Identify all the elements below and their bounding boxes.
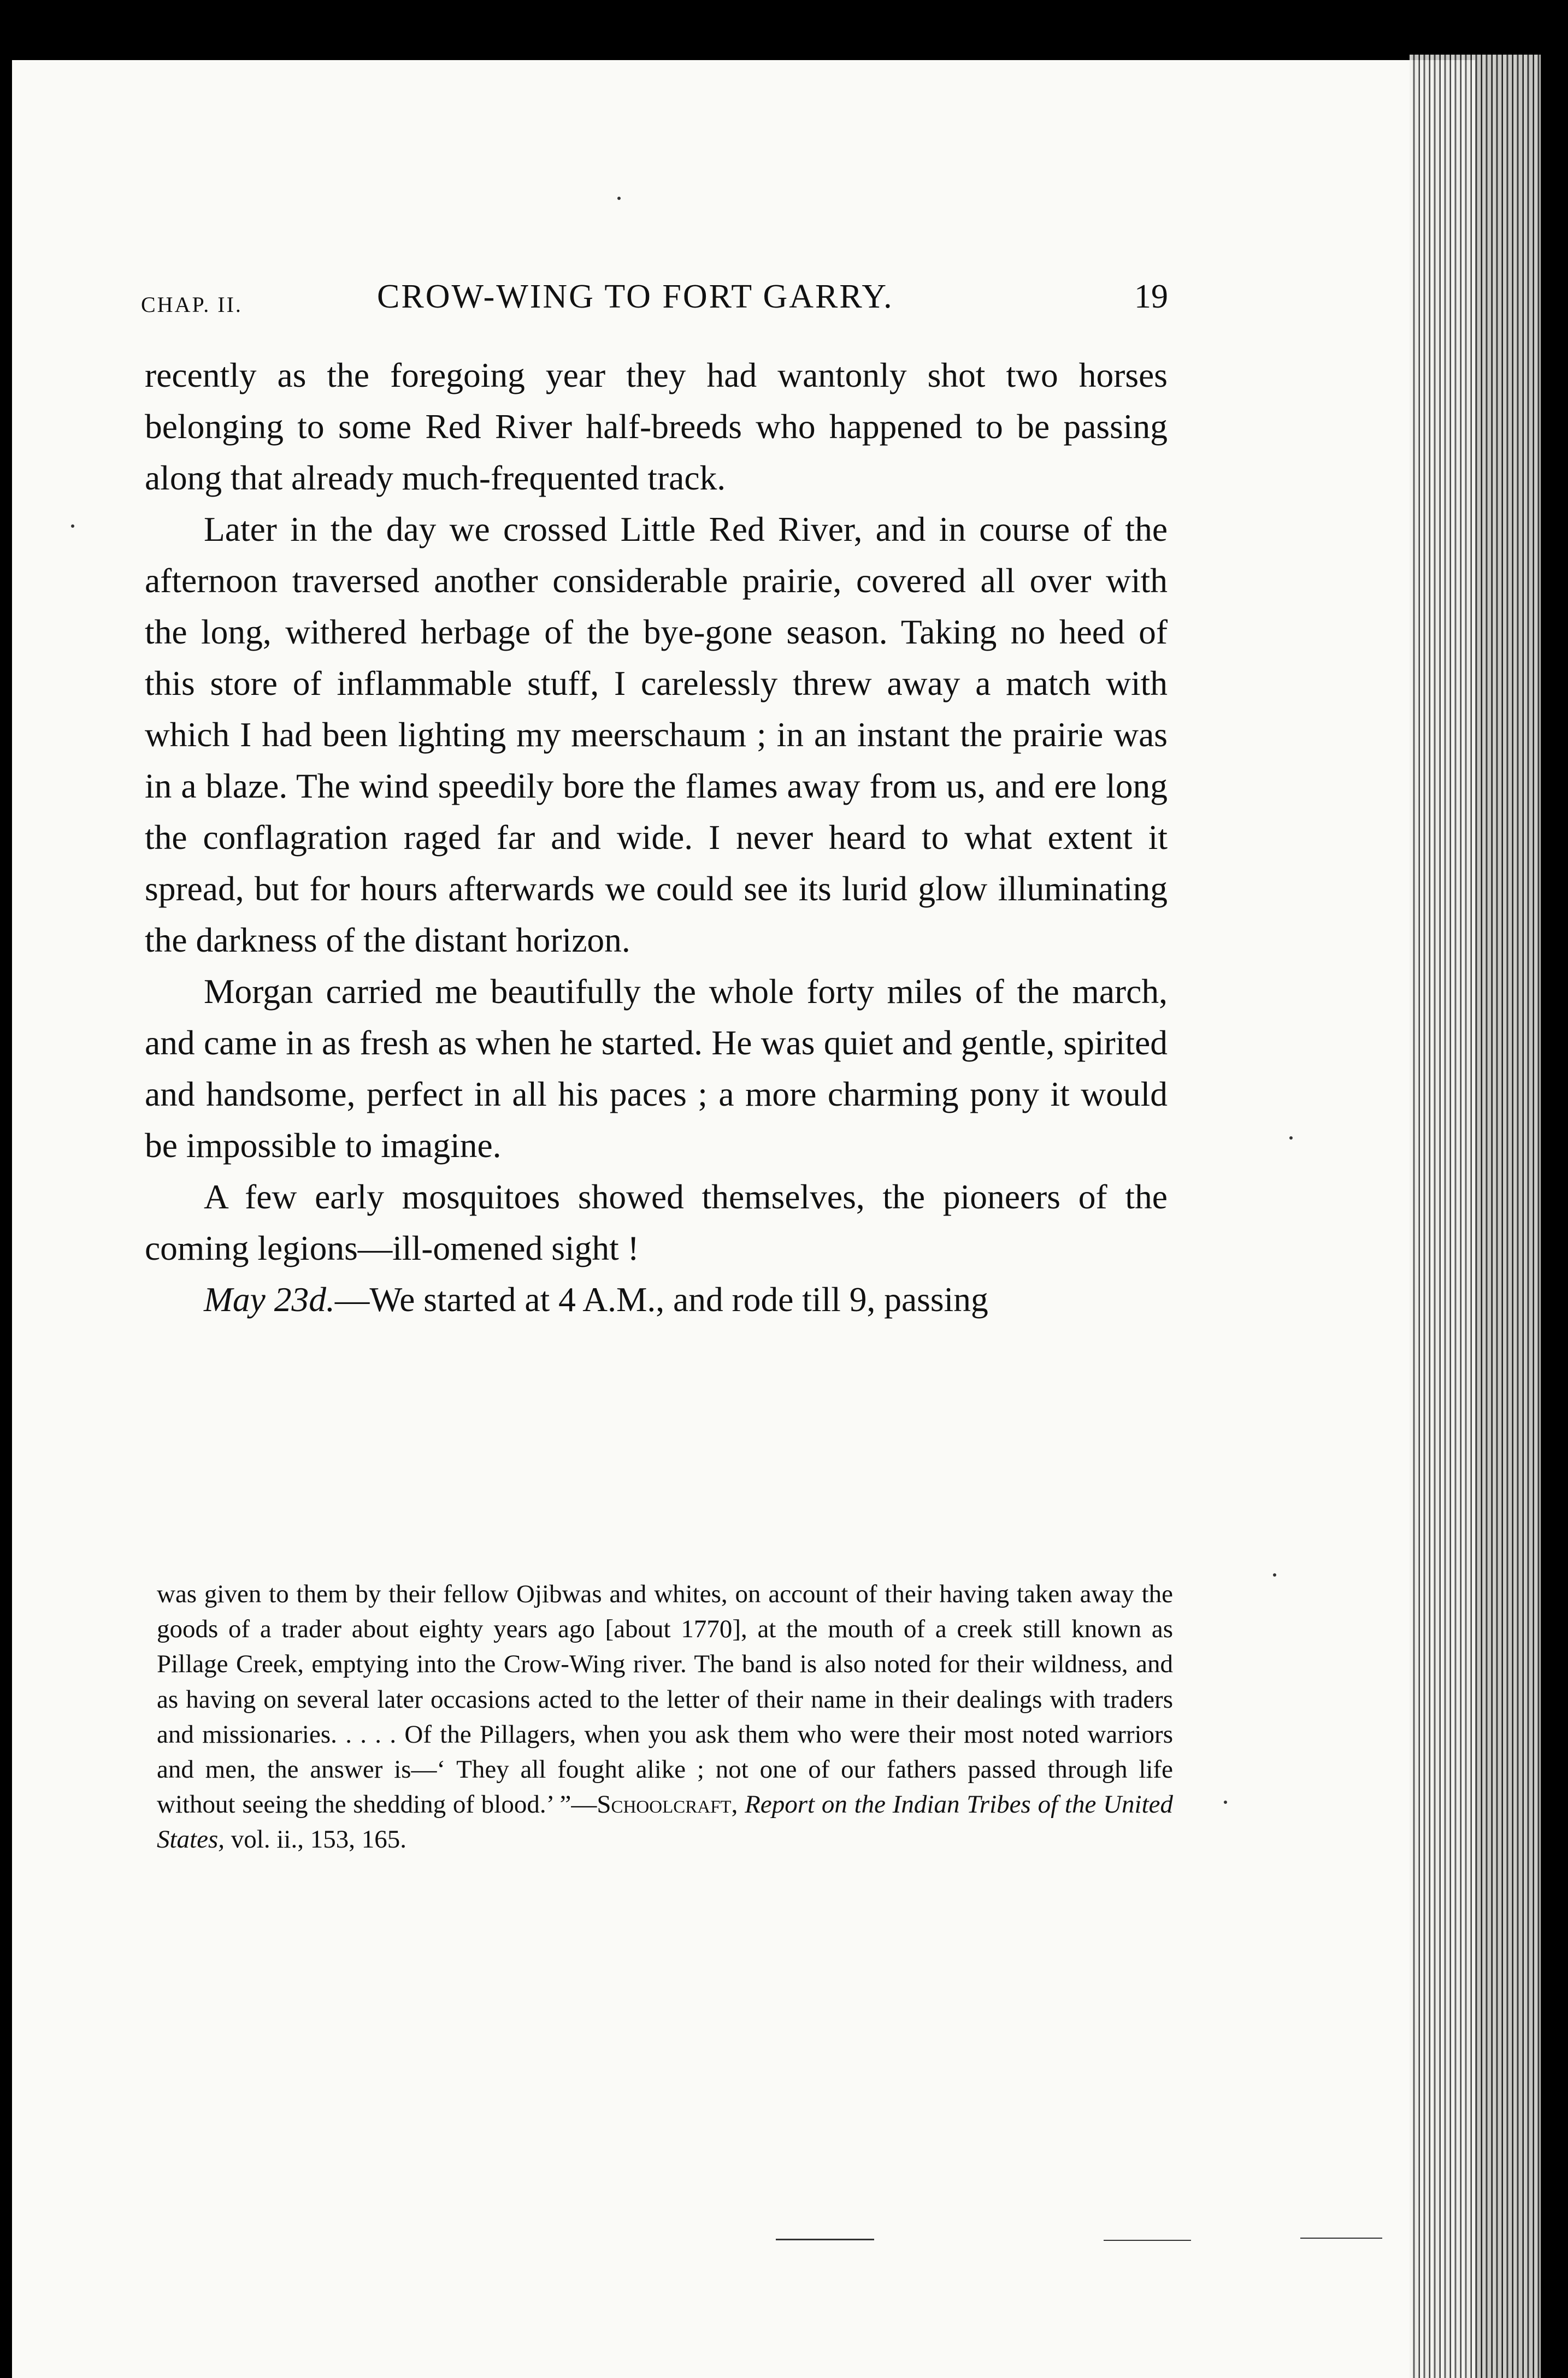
running-title: CROW-WING TO FORT GARRY. [377,278,894,315]
bottom-rule-3 [1300,2238,1382,2239]
dateline-date: May 23d. [204,1280,335,1319]
page-number: 19 [1134,278,1168,315]
running-header [141,273,1168,328]
bottom-rule-1 [776,2239,874,2240]
footnote [157,1577,1173,1857]
scan-speck [1273,1573,1276,1577]
chapter-label: CHAP. II. [141,292,243,317]
page-edge-strip [1410,55,1541,2378]
main-text [145,350,1168,1325]
paragraph-4: A few early mosquitoes showed themselves, the pioneers of the coming legions—ill-omened sight ! [145,1177,1168,1267]
bottom-rule-2 [1104,2240,1191,2241]
paragraph-3: Morgan carried me beautifully the whole forty miles of the march, and came in as fresh as when he started. He was quiet and gentle, spirited and handsome, perfect in all his paces ; a more charming pony it would be impossible to imagine. [145,972,1168,1165]
paragraph-2: Later in the day we crossed Little Red River, and in course of the afternoon traversed another considerable prairie, covered all over with the long, withered herbage of the bye-gone season. Taking no heed of this store of inflammable stuff, I carelessly threw away a match with which I had been lighting my meerschaum ; in an instant the prairie was in a blaze. The wind speedily bore the flames away from us, and ere long the conflagration raged far and wide. I never heard to what extent it spread, but for hours afterwards we could see its lurid glow illuminating the darkness of the distant horizon. [145,510,1168,959]
scan-speck [617,197,621,200]
footnote-work-title: Report on the Indian Tribes of the United States, [157,1790,1173,1854]
dateline-text: —We started at 4 A.M., and rode till 9, passing [334,1280,988,1319]
footnote-paragraph [157,1577,1173,1857]
footnote-citation: vol. ii., 153, 165. [225,1825,406,1854]
scan-border-left [0,60,12,2378]
dateline-paragraph [145,1274,1168,1325]
scan-speck [1224,1801,1227,1804]
footnote-text: was given to them by their fellow Ojibwas and whites, on account of their having taken away the goods of a trader about eighty years ago [about 1770], at the mouth of a creek still known as Pillage Creek, emptying into the Crow-Wing river. The band is also noted for their wildness, and as having on several later occasions acted to the letter of their name in their dealings with traders and missionaries. . . . . Of the Pillagers, when you ask them who were their most noted warriors and men, the answer is—‘ They all fought alike ; not one of our fathers passed through life without seeing the shedding of blood.’ ”— [157,1580,1173,1819]
scan-speck [1289,1136,1293,1140]
footnote-author: Schoolcraft, [597,1790,738,1819]
scan-speck [71,524,74,528]
paragraph-1: recently as the foregoing year they had wantonly shot two horses belonging to some Red River half-breeds who happened to be passing along that already much-frequented track. [145,356,1168,497]
scan-border-right [1541,0,1568,2378]
